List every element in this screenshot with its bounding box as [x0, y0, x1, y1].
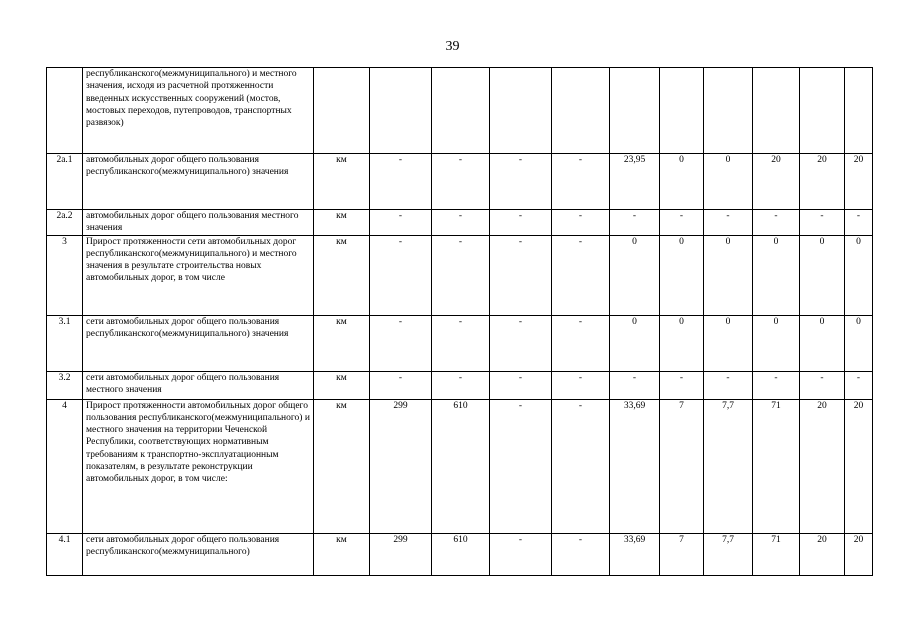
unit-cell: км [314, 371, 370, 399]
value-cell: 0 [753, 235, 800, 315]
value-cell: 71 [753, 399, 800, 533]
value-cell: - [552, 154, 610, 210]
value-cell: - [552, 371, 610, 399]
value-cell: - [552, 533, 610, 575]
value-cell [845, 68, 873, 154]
value-cell: - [552, 315, 610, 371]
value-cell: - [660, 210, 704, 236]
value-cell: 299 [370, 533, 432, 575]
value-cell: - [370, 315, 432, 371]
value-cell: 20 [845, 399, 873, 533]
indicator-name-cell: сети автомобильных дорог общего пользования местного значения [83, 371, 314, 399]
value-cell: - [753, 210, 800, 236]
value-cell [370, 68, 432, 154]
table-row [47, 210, 873, 236]
value-cell: - [660, 371, 704, 399]
table-row [47, 371, 873, 399]
value-cell: 0 [610, 315, 660, 371]
value-cell: 0 [704, 154, 753, 210]
value-cell: - [490, 210, 552, 236]
unit-cell: км [314, 315, 370, 371]
value-cell: - [490, 235, 552, 315]
value-cell: - [432, 371, 490, 399]
value-cell: - [432, 235, 490, 315]
unit-cell: км [314, 399, 370, 533]
row-number-cell: 3.2 [47, 371, 83, 399]
value-cell: 20 [753, 154, 800, 210]
table-row [47, 315, 873, 371]
value-cell: - [490, 399, 552, 533]
value-cell [432, 68, 490, 154]
unit-cell: км [314, 235, 370, 315]
row-number-cell [47, 68, 83, 154]
value-cell: 0 [845, 315, 873, 371]
value-cell: - [490, 315, 552, 371]
row-number-cell: 2а.1 [47, 154, 83, 210]
value-cell: 20 [845, 154, 873, 210]
row-number-cell: 2а.2 [47, 210, 83, 236]
value-cell: - [845, 371, 873, 399]
value-cell [552, 68, 610, 154]
value-cell: 0 [660, 315, 704, 371]
value-cell: 610 [432, 533, 490, 575]
value-cell: 71 [753, 533, 800, 575]
table-row [47, 235, 873, 315]
value-cell: - [845, 210, 873, 236]
value-cell: - [552, 399, 610, 533]
value-cell: - [490, 533, 552, 575]
value-cell: - [800, 210, 845, 236]
unit-cell: км [314, 154, 370, 210]
unit-cell: км [314, 533, 370, 575]
table-body [47, 68, 873, 576]
page-number: 39 [445, 39, 460, 54]
value-cell: - [552, 210, 610, 236]
value-cell: 0 [800, 315, 845, 371]
table-row [47, 154, 873, 210]
indicator-name-cell: автомобильных дорог общего пользования республиканского(межмуниципального) значения [83, 154, 314, 210]
row-number-cell: 3 [47, 235, 83, 315]
value-cell: - [370, 235, 432, 315]
value-cell: - [704, 210, 753, 236]
value-cell: 7,7 [704, 399, 753, 533]
value-cell: - [370, 371, 432, 399]
value-cell: 33,69 [610, 399, 660, 533]
indicator-name-cell: Прирост протяженности сети автомобильных дорог республиканского(межмуниципального) и местного значения в результате строительства новых автомобильных дорог, в том числе [83, 235, 314, 315]
value-cell: 20 [800, 533, 845, 575]
value-cell: 0 [704, 315, 753, 371]
value-cell: 23,95 [610, 154, 660, 210]
value-cell [800, 68, 845, 154]
value-cell: - [610, 210, 660, 236]
value-cell: 0 [660, 154, 704, 210]
value-cell: - [753, 371, 800, 399]
value-cell: 0 [610, 235, 660, 315]
value-cell: - [432, 154, 490, 210]
unit-cell [314, 68, 370, 154]
value-cell: 0 [704, 235, 753, 315]
indicator-name-cell: сети автомобильных дорог общего пользования республиканского(межмуниципального) значения [83, 315, 314, 371]
value-cell: 7 [660, 399, 704, 533]
value-cell: - [432, 315, 490, 371]
value-cell: 20 [800, 399, 845, 533]
table-row [47, 68, 873, 154]
indicator-name-cell: сети автомобильных дорог общего пользования республиканского(межмуниципального) [83, 533, 314, 575]
value-cell [704, 68, 753, 154]
value-cell: - [432, 210, 490, 236]
row-number-cell: 4 [47, 399, 83, 533]
row-number-cell: 3.1 [47, 315, 83, 371]
indicators-table [46, 67, 873, 576]
value-cell: 7,7 [704, 533, 753, 575]
indicator-name-cell: Прирост протяженности автомобильных дорог общего пользования республиканского(межмуниципального) и местного значения на территории Чеченской Республики, соответствующих нормативным требованиям к транспортно-эксплуатационным показателям, в результате реконструкции автомобильных дорог, в том числе: [83, 399, 314, 533]
value-cell: - [704, 371, 753, 399]
value-cell [660, 68, 704, 154]
value-cell: 0 [800, 235, 845, 315]
value-cell: - [370, 154, 432, 210]
value-cell: 0 [753, 315, 800, 371]
unit-cell: км [314, 210, 370, 236]
value-cell: 610 [432, 399, 490, 533]
indicator-name-cell: республиканского(межмуниципального) и местного значения, исходя из расчетной протяженности введенных искусственных сооружений (мостов, мостовых переходов, путепроводов, транспортных развязок) [83, 68, 314, 154]
value-cell: - [370, 210, 432, 236]
row-number-cell: 4.1 [47, 533, 83, 575]
value-cell: - [800, 371, 845, 399]
value-cell: 33,69 [610, 533, 660, 575]
value-cell [753, 68, 800, 154]
table-row [47, 533, 873, 575]
table-row [47, 399, 873, 533]
value-cell: 0 [660, 235, 704, 315]
value-cell: 299 [370, 399, 432, 533]
value-cell [490, 68, 552, 154]
value-cell: 0 [845, 235, 873, 315]
value-cell: 20 [800, 154, 845, 210]
value-cell: - [610, 371, 660, 399]
value-cell: - [490, 371, 552, 399]
value-cell [610, 68, 660, 154]
value-cell: - [552, 235, 610, 315]
value-cell: 7 [660, 533, 704, 575]
value-cell: - [490, 154, 552, 210]
value-cell: 20 [845, 533, 873, 575]
indicator-name-cell: автомобильных дорог общего пользования местного значения [83, 210, 314, 236]
